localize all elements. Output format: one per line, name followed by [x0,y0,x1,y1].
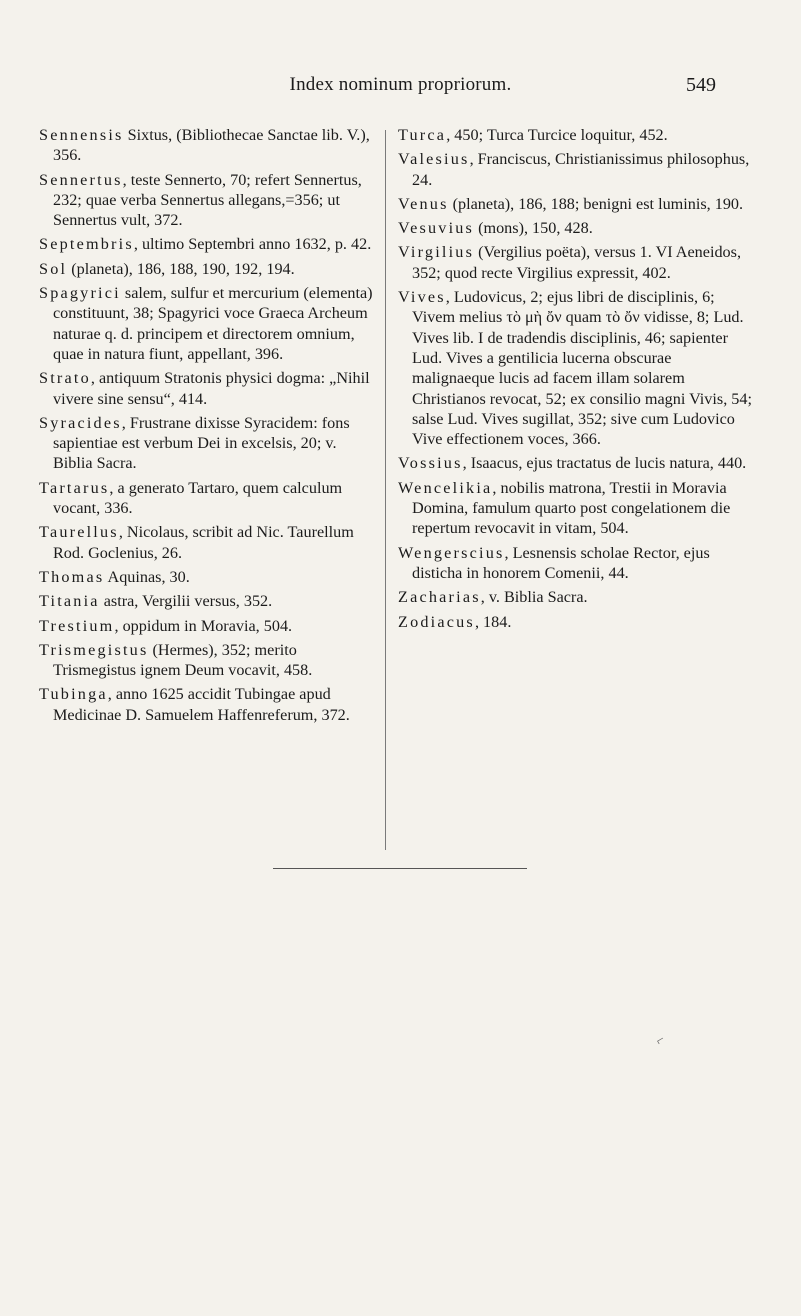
stray-mark: ⌐ [653,1032,668,1050]
entry-headword: Virgilius [398,243,475,262]
entry-text: , Isaacus, ejus tractatus de lucis natura, 440. [462,454,747,473]
entry-text: , Frustrane dixisse Syracidem: fons sapientiae est verbum Dei in excelsis, 20; v. Biblia Sacra. [53,413,350,473]
entry-headword: Wengerscius [398,543,505,562]
entry-text: (planeta), 186, 188, 190, 192, 194. [67,259,295,278]
index-entry [398,612,758,632]
index-entry [39,616,377,636]
entry-text: salem, sulfur et mercurium (elementa) constituunt, 38; Spagyrici voce Graeca Archeum naturae q. d. principem et directorem omnium, quae in natura fiunt, appellant, 396. [53,284,373,363]
index-entry [398,149,758,190]
end-rule [273,868,527,869]
entry-headword: Sennensis [39,126,124,144]
index-entry [39,234,377,254]
entry-text: astra, Vergilii versus, 352. [99,592,273,611]
entry-headword: Septembris [39,235,134,254]
entry-text: , ultimo Septembri anno 1632, p. 42. [133,235,372,254]
index-entry [39,640,377,681]
entry-text: , antiquum Stratonis physici dogma: „Nihil vivere sine sensu“, 414. [53,369,370,408]
entry-headword: Zodiacus [398,612,475,631]
index-entry [39,413,377,474]
entry-headword: Strato [39,369,91,388]
index-entry [398,478,758,539]
index-column-right [398,125,758,636]
index-entry [39,522,377,563]
column-divider [385,130,386,850]
index-entry [398,194,758,214]
entry-text: , Franciscus, Christianissimus philosophus, 24. [412,150,750,189]
entry-headword: Zacharias [398,588,481,607]
entry-headword: Taurellus [39,523,119,542]
entry-text: , a generato Tartaro, quem calculum vocant, 336. [53,478,343,518]
index-column-left [39,125,377,729]
index-entry [39,170,377,231]
index-entry [39,567,377,587]
entry-headword: Titania [39,592,100,611]
entry-text: , 184. [474,612,512,631]
entry-headword: Vossius [398,454,463,473]
index-entry [398,287,758,449]
index-entry [398,125,758,145]
entry-headword: Trismegistus [39,640,149,659]
entry-headword: Thomas [39,567,105,586]
page-number: 549 [686,74,716,96]
entry-text: , 450; Turca Turcice loquitur, 452. [446,126,668,144]
entry-text: , teste Sennerto, 70; refert Sennertus, 232; quae verba Sennertus allegans,=356; ut Sennertus vult, 372. [53,170,362,230]
entry-text: (Vergilius poëta), versus 1. VI Aeneidos, 352; quod recte Virgilius expressit, 402. [412,243,741,282]
entry-headword: Sennertus [39,170,123,189]
entry-headword: Vesuvius [398,219,475,238]
entry-text: (Hermes), 352; merito Trismegistus ignem Deum vocavit, 458. [53,640,313,680]
index-entry [39,684,377,725]
entry-text: (mons), 150, 428. [474,219,593,238]
entry-headword: Sol [39,259,68,278]
index-entry [398,242,758,283]
entry-text: , Lesnensis scholae Rector, ejus disticha in honorem Comenii, 44. [412,543,710,582]
entry-text: (planeta), 186, 188; benigni est luminis, 190. [448,194,744,213]
entry-headword: Trestium [39,616,115,635]
entry-headword: Vives [398,288,446,307]
index-entry [398,453,758,473]
entry-headword: Turca [398,126,447,144]
entry-headword: Tubinga [39,685,108,704]
index-entry [398,218,758,238]
entry-headword: Tartarus [39,478,110,497]
entry-headword: Venus [398,194,449,213]
running-title: Index nominum propriorum. [289,74,512,95]
entry-text: , nobilis matrona, Trestii in Moravia Domina, famulum quarto post congelationem die repertum revocavit in vitam, 504. [412,478,731,538]
entry-headword: Wencelikia [398,478,493,497]
index-entry [39,259,377,279]
index-entry [39,125,377,166]
entry-text: , Ludovicus, 2; ejus libri de disciplinis, 6; Vivem melius τὸ μὴ ὄν quam τὸ ὄν vidisse, 8; Lud. Vives lib. I de tradendis disciplinis, 46; sapienter Lud. Vives a gentilicia lucerna obscurae malignaeque lucis ad facem illam solarem Christianos revocat, 52; ex consilio magni Vivis, 54; salse Lud. Vives sugillat, 352; sive cum Ludovico Vive effectionem voces, 366. [412,288,752,449]
entry-text: , Nicolaus, scribit ad Nic. Taurellum Rod. Goclenius, 26. [53,523,354,562]
index-entry [39,478,377,519]
entry-text: , v. Biblia Sacra. [480,588,588,607]
entry-text: , anno 1625 accidit Tubingae apud Medicinae D. Samuelem Haffenreferum, 372. [53,685,350,724]
entry-text: Sixtus, (Bibliothecae Sanctae lib. V.), 356. [53,126,370,165]
entry-headword: Syracides [39,413,122,432]
index-entry [39,591,377,611]
entry-text: Aquinas, 30. [104,567,190,586]
index-entry [398,587,758,607]
index-entry [398,543,758,584]
index-entry [39,283,377,364]
entry-text: , oppidum in Moravia, 504. [114,616,293,635]
page-header [0,74,801,98]
index-entry [39,368,377,409]
entry-headword: Valesius [398,150,470,169]
entry-headword: Spagyrici [39,284,121,303]
